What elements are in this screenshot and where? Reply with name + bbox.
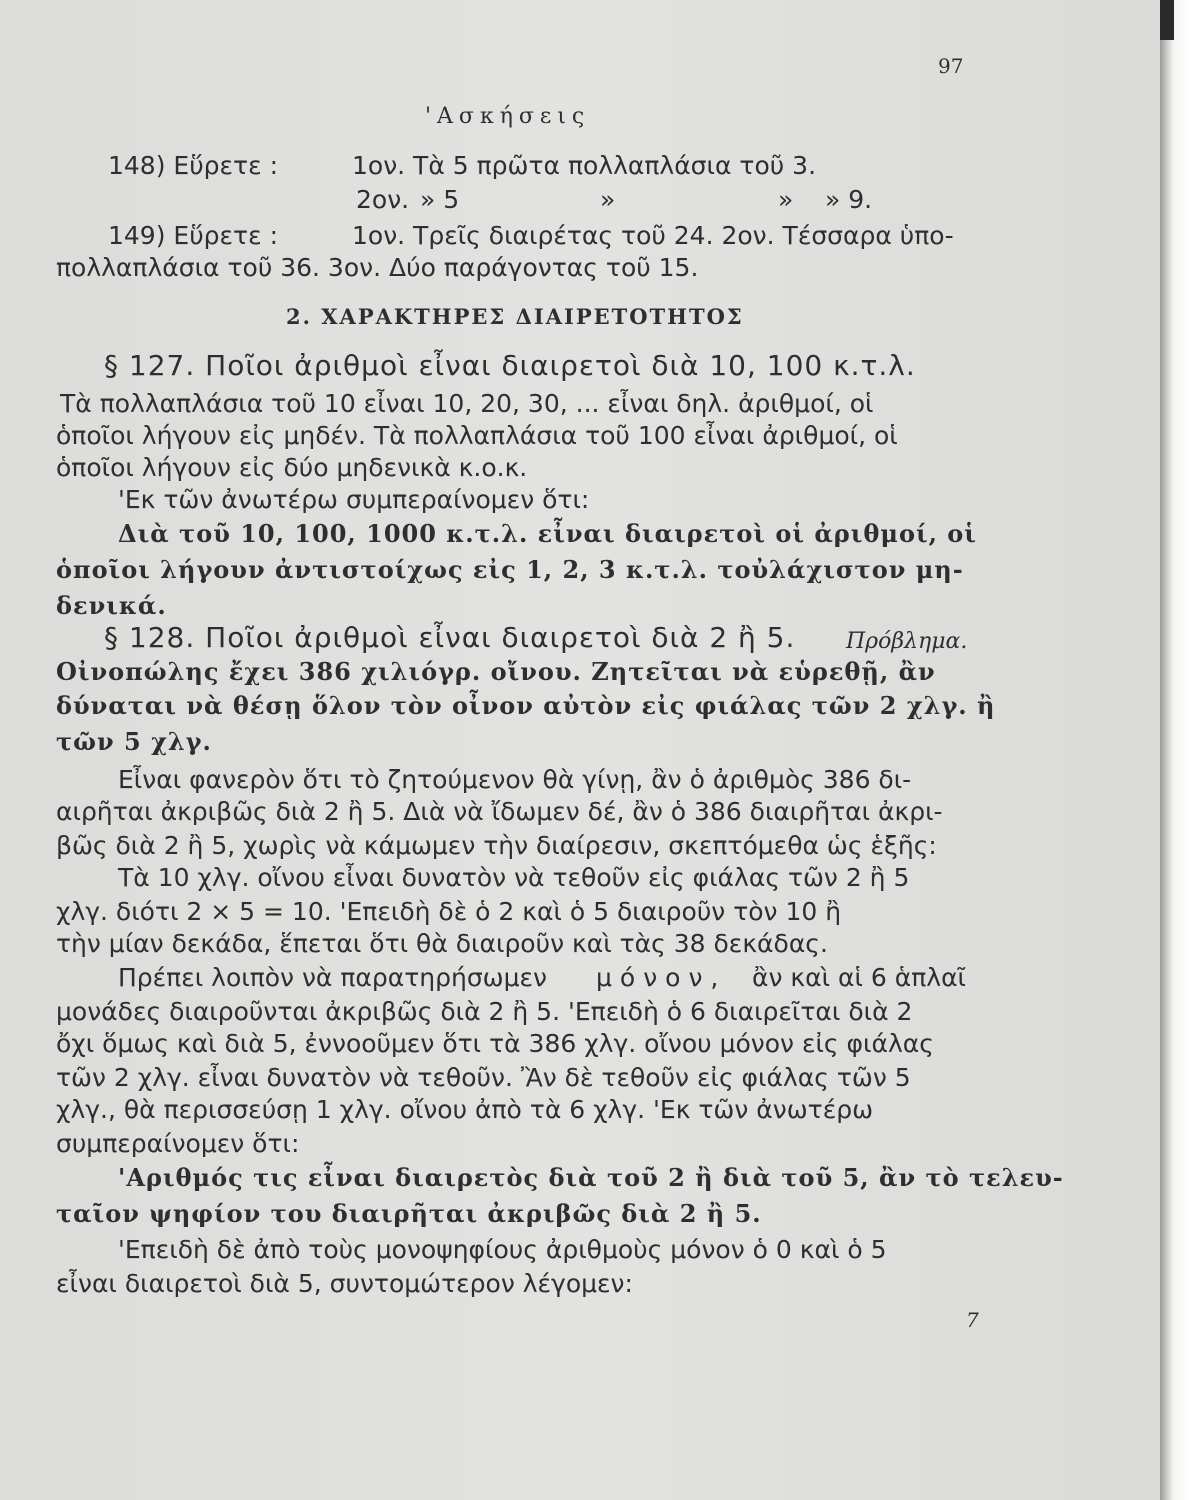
section-128-line-7-emphasis: μόνον, (596, 963, 727, 992)
section-127-line-2: ὁποῖοι λήγουν εἰς μηδέν. Τὰ πολλαπλάσια τοῦ 100 εἶναι ἀριθμοί, οἱ (56, 421, 898, 450)
section-128-problem-label: Πρόβλημα. (846, 629, 968, 654)
section-128-line-13: 'Επειδὴ δὲ ἀπὸ τοὺς μονοψηφίους ἀριθμοὺς μόνον ὁ 0 καὶ ὁ 5 (118, 1235, 887, 1264)
section-127-line-4: 'Εκ τῶν ἀνωτέρω συμπεραίνομεν ὅτι: (118, 485, 590, 514)
section-128-problem-line-2: δύναται νὰ θέσῃ ὅλον τὸν οἶνον αὐτὸν εἰς φιάλας τῶν 2 χλγ. ἢ (56, 691, 996, 720)
exercise-148-line-2-ditto-2: » (600, 185, 616, 214)
section-127-line-3: ὁποῖοι λήγουν εἰς δύο μηδενικὰ κ.ο.κ. (56, 453, 528, 482)
section-128-line-9: ὄχι ὅμως καὶ διὰ 5, ἐννοοῦμεν ὅτι τὰ 386 χλγ. οἴνου μόνον εἰς φιάλας (56, 1029, 934, 1058)
section-127-heading: § 127. Ποῖοι ἀριθμοὶ εἶναι διαιρετοὶ διὰ 10, 100 κ.τ.λ. (104, 349, 916, 382)
section-128-line-10: τῶν 2 χλγ. εἶναι δυνατὸν νὰ τεθοῦν. Ἂν δὲ τεθοῦν εἰς φιάλας τῶν 5 (56, 1063, 911, 1092)
section-128-line-1: Εἶναι φανερὸν ὅτι τὸ ζητούμενον θὰ γίνῃ, ἂν ὁ ἀριθμὸς 386 δι- (118, 765, 912, 794)
exercise-149-line-1: 1ον. Τρεῖς διαιρέτας τοῦ 24. 2ον. Τέσσαρα ὑπο- (352, 221, 954, 250)
section-128-line-4: Τὰ 10 χλγ. οἴνου εἶναι δυνατὸν νὰ τεθοῦν εἰς φιάλας τῶν 2 ἢ 5 (118, 863, 910, 892)
section-128-line-3: βῶς διὰ 2 ἢ 5, χωρὶς νὰ κάμωμεν τὴν διαίρεσιν, σκεπτόμεθα ὡς ἑξῆς: (56, 831, 937, 860)
exercise-148-number: 148) Εὕρετε : (108, 151, 278, 180)
section-128-rule-line-2: ταῖον ψηφίον του διαιρῆται ἀκριβῶς διὰ 2 ἢ 5. (56, 1199, 762, 1228)
section-128-heading: § 128. Ποῖοι ἀριθμοὶ εἶναι διαιρετοὶ διὰ 2 ἢ 5. (104, 621, 796, 654)
exercise-148-line-2-end: » 9. (825, 185, 873, 214)
signature-mark: 7 (966, 1308, 979, 1332)
section-128-line-7c: ἂν καὶ αἱ 6 ἁπλαῖ (752, 963, 967, 992)
section-128-line-8: μονάδες διαιροῦνται ἀκριβῶς διὰ 2 ἢ 5. 'Επειδὴ ὁ 6 διαιρεῖται διὰ 2 (56, 997, 913, 1026)
exercise-148-line-2-ditto-1: » 5 (420, 185, 460, 214)
exercise-148-line-2-label: 2ον. (356, 185, 410, 214)
exercise-148-line-1: 1ον. Τὰ 5 πρῶτα πολλαπλάσια τοῦ 3. (352, 151, 817, 180)
section-128-line-11: χλγ., θὰ περισσεύσῃ 1 χλγ. οἴνου ἀπὸ τὰ 6 χλγ. 'Εκ τῶν ἀνωτέρω (56, 1095, 874, 1124)
section-127-line-1: Τὰ πολλαπλάσια τοῦ 10 εἶναι 10, 20, 30, ... εἶναι δηλ. ἀριθμοί, οἱ (60, 389, 874, 418)
section-128-line-12: συμπεραίνομεν ὅτι: (56, 1129, 300, 1158)
section-128-rule-line-1: 'Αριθμός τις εἶναι διαιρετὸς διὰ τοῦ 2 ἢ διὰ τοῦ 5, ἂν τὸ τελευ- (118, 1163, 1064, 1192)
section-128-line-5: χλγ. διότι 2 × 5 = 10. 'Επειδὴ δὲ ὁ 2 καὶ ὁ 5 διαιροῦν τὸν 10 ἢ (56, 897, 842, 926)
section-128-line-2: αιρῆται ἀκριβῶς διὰ 2 ἢ 5. Διὰ νὰ ἴδωμεν δέ, ἂν ὁ 386 διαιρῆται ἀκρι- (56, 797, 943, 826)
exercise-149-line-2: πολλαπλάσια τοῦ 36. 3ον. Δύο παράγοντας τοῦ 15. (56, 253, 699, 282)
exercise-149-number: 149) Εὕρετε : (108, 221, 278, 250)
section-title: 2. ΧΑΡΑΚΤΗΡΕΣ ΔΙΑΙΡΕΤΟΤΗΤΟΣ (286, 304, 744, 329)
section-128-problem-line-3: τῶν 5 χλγ. (56, 727, 212, 756)
page-edge-shadow (1160, 0, 1174, 40)
section-128-line-7a: Πρέπει λοιπὸν νὰ παρατηρήσωμεν (118, 963, 548, 992)
section-127-rule-line-2: ὁποῖοι λήγουν ἀντιστοίχως εἰς 1, 2, 3 κ.τ.λ. τοὐλάχιστον μη- (56, 555, 964, 584)
section-128-line-14: εἶναι διαιρετοὶ διὰ 5, συντομώτερον λέγομεν: (56, 1269, 633, 1298)
section-127-rule-line-3: δενικά. (56, 591, 167, 620)
section-128-line-6: τὴν μίαν δεκάδα, ἕπεται ὅτι θὰ διαιροῦν καὶ τὰς 38 δεκάδας. (56, 929, 828, 958)
page-edge (1160, 0, 1189, 1500)
page-number: 97 (938, 54, 964, 78)
section-128-problem-line-1: Οἰνοπώλης ἔχει 386 χιλιόγρ. οἴνου. Ζητεῖται νὰ εὑρεθῇ, ἂν (56, 657, 936, 686)
exercise-148-line-2-ditto-3: » (778, 185, 794, 214)
section-127-rule-line-1: Διὰ τοῦ 10, 100, 1000 κ.τ.λ. εἶναι διαιρετοὶ οἱ ἀριθμοί, οἱ (118, 519, 977, 548)
exercises-heading: 'Ασκήσεις (425, 104, 591, 129)
